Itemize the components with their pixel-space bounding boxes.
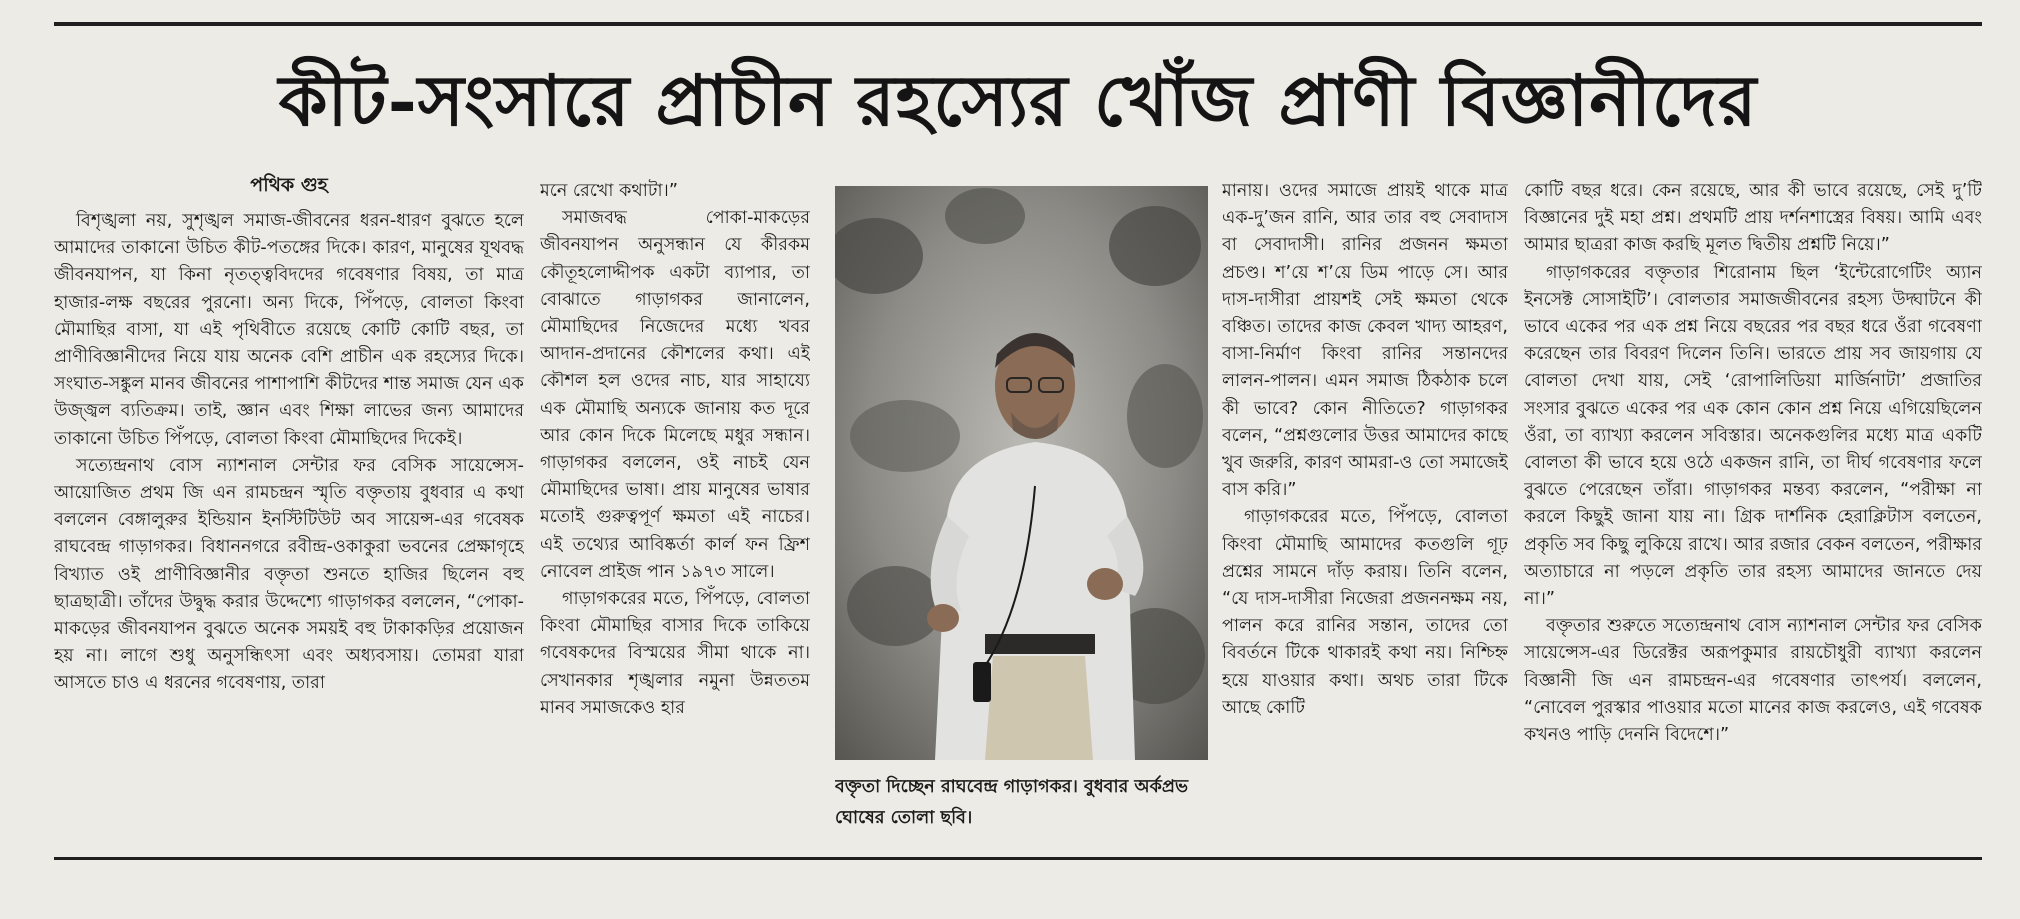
paragraph: সমাজবদ্ধ পোকা-মাকড়ের জীবনযাপন অনুসন্ধান যে কীরকম কৌতূহলোদ্দীপক একটা ব্যাপার, তা বোঝাতে গাড়াগকর জানালেন, মৌমাছিদের নিজেদের মধ্যে খবর আদান-প্রদানের কৌশলের কথা। এই কৌশল হল ওদের নাচ, যার সাহায্যে এক মৌমাছি অন্যকে জানায় কত দূরে আর কোন দিকে মিলেছে মধুর সন্ধান। গাড়াগকর বললেন, ওই নাচই যেন মৌমাছিদের ভাষা। প্রায় মানুষের ভাষার মতোই গুরুত্বপূর্ণ ক্ষমতা এই নাচের। এই তথ্যের আবিষ্কর্তা কার্ল ফন ফ্রিশ নোবেল প্রাইজ পান ১৯৭৩ সালে। [540,208,810,582]
paragraph: বক্তৃতার শুরুতে সত্যেন্দ্রনাথ বোস ন্যাশনাল সেন্টার ফর বেসিক সায়েন্সেস-এর ডিরেক্টর অরূপকুমার রায়চৌধুরী ব্যাখ্যা করলেন বিজ্ঞানী জি এন রামচন্দ্রন-এর গবেষণার তাৎপর্য। বললেন, “নোবেল পুরস্কার পাওয়ার মতো মানের কাজ করলেও, এই গবেষক কখনও পাড়ি দেননি বিদেশে।” [1524,616,1982,746]
paragraph: গাড়াগকরের বক্তৃতার শিরোনাম ছিল ‘ইন্টেরোগেটিং অ্যান ইনসেক্ট সোসাইটি’। বোলতার সমাজজীবনের রহস্য উদ্ঘাটনে কী ভাবে একের পর এক প্রশ্ন নিয়ে বছরের পর বছর ধরে ওঁরা গবেষণা করেছেন তার বিবরণ দিলেন তিনি। ভারতে প্রায় সব জায়গায় যে বোলতা দেখা যায়, সেই ‘রোপালিডিয়া মার্জিনাটা’ প্রজাতির সংসার বুঝতে একের পর এক কোন কোন প্রশ্ন নিয়ে এগিয়েছিলেন ওঁরা, তা ব্যাখ্যা করলেন সবিস্তার। অনেকগুলির মধ্যে মাত্র একটি বোলতা কী ভাবে হয়ে ওঠে একজন রানি, তা দীর্ঘ গবেষণার ফলে বুঝতে পেরেছেন তাঁরা। গাড়াগকর মন্তব্য করলেন, “পরীক্ষা না করলে কিছুই জানা যায় না। গ্রিক দার্শনিক হেরাক্লিটাস বলতেন, প্রকৃতি সব কিছু লুকিয়ে রাখে। আর রজার বেকন বলতেন, পরীক্ষার অত্যাচারে না পড়লে প্রকৃতি তার রহস্য আমাদের জানতে দেয় না।” [1524,262,1982,610]
photo-caption: বক্তৃতা দিচ্ছেন রাঘবেন্দ্র গাড়াগকর। বুধবার অর্কপ্রভ ঘোষের তোলা ছবি। [835,777,1189,828]
paragraph: গাড়াগকরের মতে, পিঁপড়ে, বোলতা কিংবা মৌমাছির বাসার দিকে তাকিয়ে গবেষকদের বিস্ময়ের সীমা থাকে না। সেখানকার শৃঙ্খলার নমুনা উন্নততম মানব সমাজকেও হার [540,589,810,718]
top-rule [54,22,1982,26]
bottom-rule [54,857,1982,860]
article-column-1 [54,208,524,850]
paragraph: গাড়াগকরের মতে, পিঁপড়ে, বোলতা কিংবা মৌমাছি আমাদের কতগুলি গূঢ় প্রশ্নের সামনে দাঁড় করায়। তিনি বলেন, “যে দাস-দাসীরা নিজেরা প্রজননক্ষম নয়, পালন করে রানির সন্তান, তাদের তো বিবর্তনে টিকে থাকারই কথা নয়। নিশ্চিহ্ন হয়ে যাওয়ার কথা। অথচ তারা টিকে আছে কোটি [1222,507,1508,718]
article-column-4 [1524,178,1982,850]
paragraph: সত্যেন্দ্রনাথ বোস ন্যাশনাল সেন্টার ফর বেসিক সায়েন্সেস-আয়োজিত প্রথম জি এন রামচন্দ্রন স্মৃতি বক্তৃতায় বুধবার এ কথা বললেন বেঙ্গালুরুর ইন্ডিয়ান ইনস্টিটিউট অব সায়েন্স-এর গবেষক রাঘবেন্দ্র গাড়াগকর। বিধাননগরে রবীন্দ্র-ওকাকুরা ভবনের প্রেক্ষাগৃহে বিখ্যাত ওই প্রাণীবিজ্ঞানীর বক্তৃতা শুনতে হাজির ছিলেন বহু ছাত্রছাত্রী। তাঁদের উদ্বুদ্ধ করার উদ্দেশ্যে গাড়াগকর বললেন, “পোকা-মাকড়ের জীবনযাপন বুঝতে অনেক সময়ই বহু টাকাকড়ির প্রয়োজন হয় না। লাগে শুধু অনুসন্ধিৎসা এবং অধ্যবসায়। তোমরা যারা আসতে চাও এ ধরনের গবেষণায়, তারা [54,455,524,694]
headline: কীট-সংসারে প্রাচীন রহস্যের খোঁজ প্রাণী বিজ্ঞানীদের [278,59,1758,142]
paragraph: মনে রেখো কথাটা।” [540,181,678,201]
byline: পথিক গুহ [250,174,328,196]
paragraph: বিশৃঙ্খলা নয়, সুশৃঙ্খল সমাজ-জীবনের ধরন-ধারণ বুঝতে হলে আমাদের তাকানো উচিত কীট-পতঙ্গের দিকে। কারণ, মানুষের যূথবদ্ধ জীবনযাপন, যা কিনা নৃতত্ত্ববিদদের গবেষণার বিষয়, তা মাত্র হাজার-লক্ষ বছরের পুরনো। অন্য দিকে, পিঁপড়ে, বোলতা কিংবা মৌমাছির বাসা, যা এই পৃথিবীতে রয়েছে কোটি কোটি বছর, তা প্রাণীবিজ্ঞানীদের নিয়ে যায় অনেক বেশি প্রাচীন এক রহস্যের দিকে। সংঘাত-সঙ্কুল মানব জীবনের পাশাপাশি কীটদের শান্ত সমাজ যেন এক উজ্জ্বল ব্যতিক্রম। তাই, জ্ঞান এবং শিক্ষা লাভের জন্য আমাদের তাকানো উচিত পিঁপড়ে, বোলতা কিংবা মৌমাছিদের দিকেই। [54,211,524,449]
article-column-2 [540,178,810,850]
paragraph: কোটি বছর ধরে। কেন রয়েছে, আর কী ভাবে রয়েছে, সেই দু’টি বিজ্ঞানের দুই মহা প্রশ্ন। প্রথমটি প্রায় দর্শনশাস্ত্রের বিষয়। আমি এবং আমার ছাত্ররা কাজ করছি মূলত দ্বিতীয় প্রশ্নটি নিয়ে।” [1524,181,1982,256]
paragraph: মানায়। ওদের সমাজে প্রায়ই থাকে মাত্র এক-দু’জন রানি, আর তার বহু সেবাদাস বা সেবাদাসী। রানির প্রজনন ক্ষমতা প্রচণ্ড। শ’য়ে শ’য়ে ডিম পাড়ে সে। আর দাস-দাসীরা প্রায়শই সেই ক্ষমতা থেকে বঞ্চিত। তাদের কাজ কেবল খাদ্য আহরণ, বাসা-নির্মাণ কিংবা রানির সন্তানদের লালন-পালন। এমন সমাজ ঠিকঠাক চলে কী ভাবে? কোন নীতিতে? গাড়াগকর বলেন, “প্রশ্নগুলোর উত্তর আমাদের কাছে খুব জরুরি, কারণ আমরা-ও তো সমাজেই বাস করি।” [1222,181,1508,501]
speaker-photo [835,186,1208,760]
article-column-3 [1222,178,1508,850]
